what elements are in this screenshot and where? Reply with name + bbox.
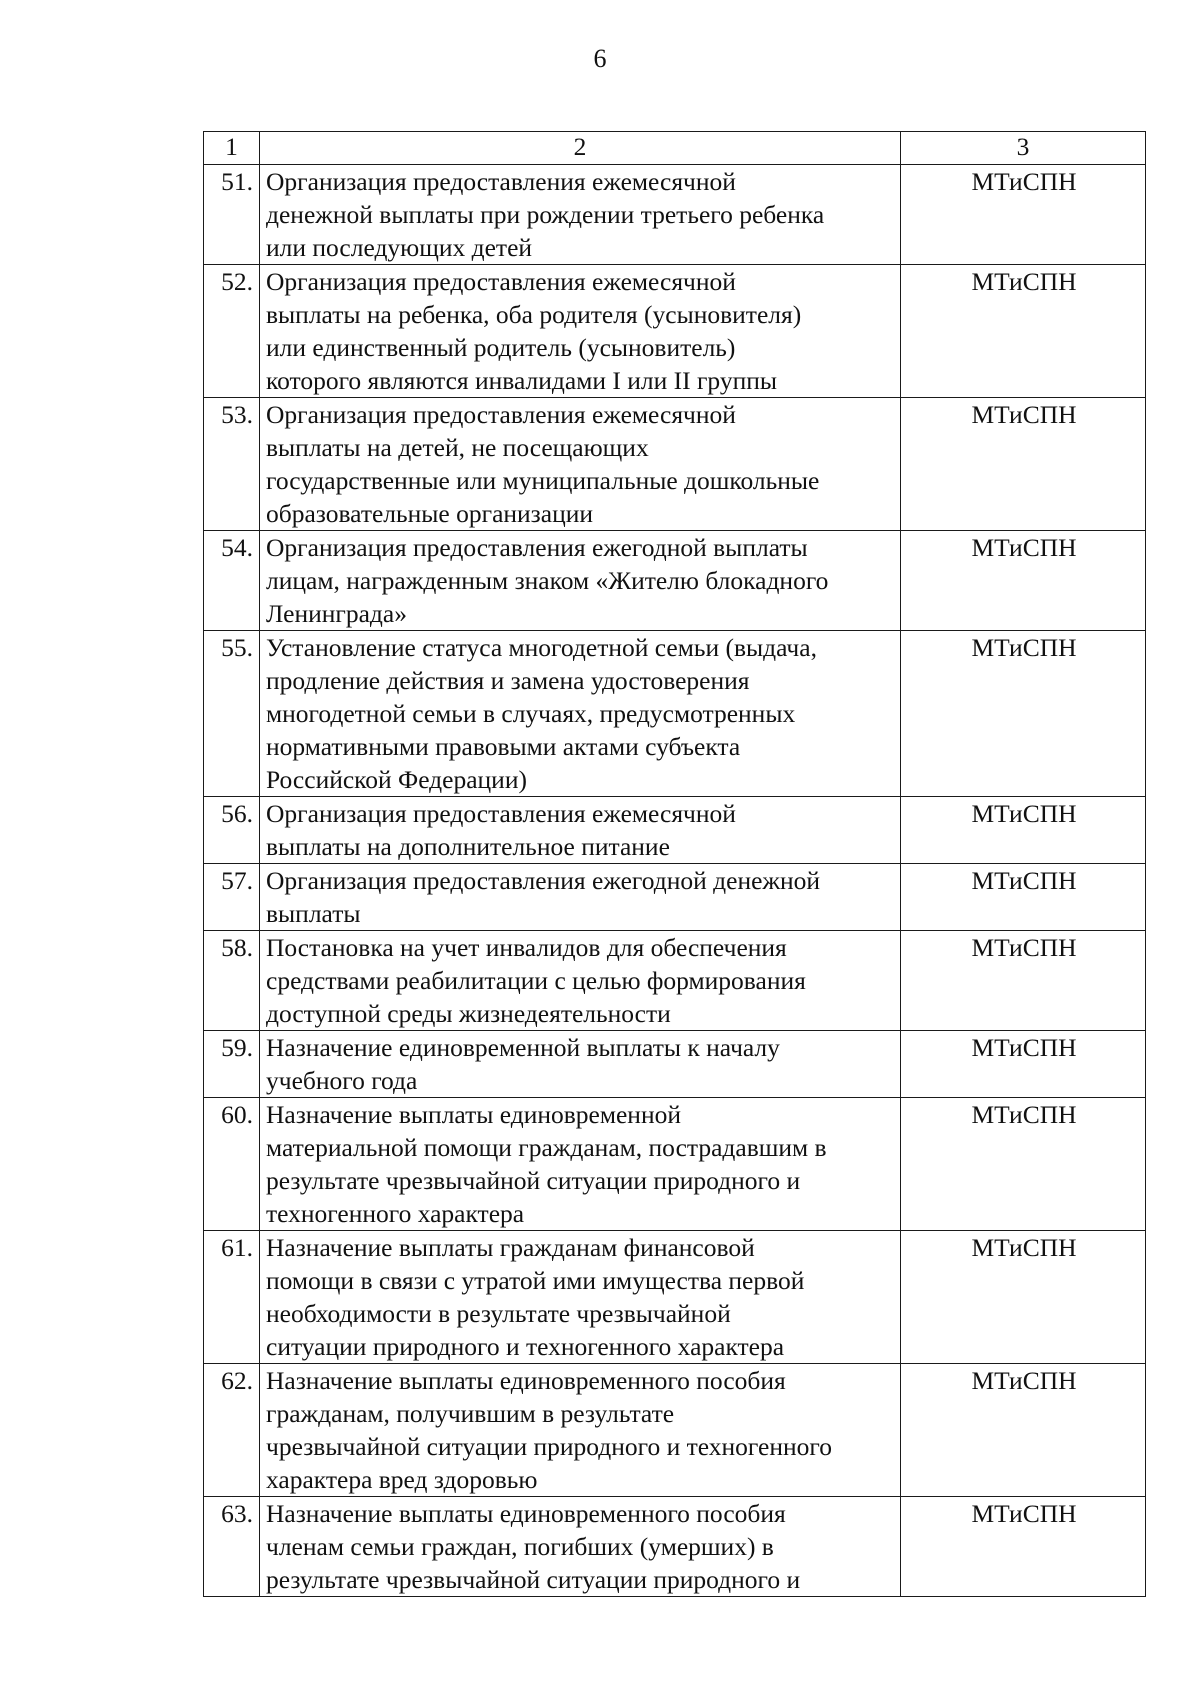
description-line: Назначение выплаты единовременного пособия [266, 1499, 786, 1528]
row-organization: МТиСПН [901, 1497, 1146, 1597]
row-organization: МТиСПН [901, 398, 1146, 531]
services-table [203, 131, 1146, 1597]
description-line: членам семьи граждан, погибших (умерших) в [266, 1532, 774, 1561]
row-description [260, 398, 901, 531]
description-line: доступной среды жизнедеятельности [266, 999, 671, 1028]
table-row [204, 265, 1146, 398]
table-row [204, 1497, 1146, 1597]
row-organization: МТиСПН [901, 531, 1146, 631]
row-description [260, 1231, 901, 1364]
description-line: денежной выплаты при рождении третьего ребенка [266, 200, 825, 229]
row-description [260, 1497, 901, 1597]
description-line: Организация предоставления ежегодной выплаты [266, 533, 808, 562]
description-line: помощи в связи с утратой ими имущества первой [266, 1266, 805, 1295]
row-organization: МТиСПН [901, 1231, 1146, 1364]
row-organization: МТиСПН [901, 864, 1146, 931]
table-row [204, 1098, 1146, 1231]
row-organization: МТиСПН [901, 265, 1146, 398]
description-line: результате чрезвычайной ситуации природного и [266, 1166, 801, 1195]
description-line: Назначение единовременной выплаты к началу [266, 1033, 780, 1062]
row-number: 57. [204, 864, 260, 931]
row-number: 62. [204, 1364, 260, 1497]
description-line: необходимости в результате чрезвычайной [266, 1299, 731, 1328]
description-line: государственные или муниципальные дошкольные [266, 466, 820, 495]
row-description [260, 931, 901, 1031]
row-description [260, 1364, 901, 1497]
description-line: выплаты на ребенка, оба родителя (усыновителя) [266, 300, 802, 329]
table-row [204, 165, 1146, 265]
description-line: Назначение выплаты гражданам финансовой [266, 1233, 755, 1262]
row-number: 53. [204, 398, 260, 531]
row-number: 56. [204, 797, 260, 864]
description-line: Организация предоставления ежемесячной [266, 267, 736, 296]
row-number: 59. [204, 1031, 260, 1098]
row-description [260, 797, 901, 864]
row-number: 63. [204, 1497, 260, 1597]
description-line: выплаты на дополнительное питание [266, 832, 670, 861]
row-description [260, 1031, 901, 1098]
row-description [260, 531, 901, 631]
table-row [204, 531, 1146, 631]
description-line: продление действия и замена удостоверения [266, 666, 750, 695]
description-line: ситуации природного и техногенного характера [266, 1332, 785, 1361]
page-number: 6 [593, 44, 607, 73]
description-line: лицам, награжденным знаком «Жителю блокадного [266, 566, 829, 595]
table-row [204, 1031, 1146, 1098]
row-organization: МТиСПН [901, 631, 1146, 797]
description-line: Организация предоставления ежемесячной [266, 799, 736, 828]
description-line: которого являются инвалидами I или II группы [266, 366, 778, 395]
row-description [260, 265, 901, 398]
row-organization: МТиСПН [901, 797, 1146, 864]
row-description [260, 1098, 901, 1231]
description-line: Организация предоставления ежемесячной [266, 167, 736, 196]
row-organization: МТиСПН [901, 931, 1146, 1031]
table-row [204, 797, 1146, 864]
description-line: Постановка на учет инвалидов для обеспечения [266, 933, 787, 962]
description-line: материальной помощи гражданам, пострадавшим в [266, 1133, 827, 1162]
description-line: многодетной семьи в случаях, предусмотренных [266, 699, 796, 728]
description-line: Установление статуса многодетной семьи (выдача, [266, 633, 817, 662]
description-line: результате чрезвычайной ситуации природного и [266, 1565, 801, 1594]
description-line: Назначение выплаты единовременной [266, 1100, 681, 1129]
table-row [204, 398, 1146, 531]
header-col-number: 1 [204, 132, 260, 165]
row-description [260, 864, 901, 931]
description-line: образовательные организации [266, 499, 594, 528]
table-row [204, 1364, 1146, 1497]
description-line: Организация предоставления ежемесячной [266, 400, 736, 429]
table-header-row [204, 132, 1146, 165]
description-line: средствами реабилитации с целью формирования [266, 966, 806, 995]
description-line: техногенного характера [266, 1199, 525, 1228]
table-row [204, 864, 1146, 931]
description-line: гражданам, получившим в результате [266, 1399, 675, 1428]
description-line: учебного года [266, 1066, 418, 1095]
description-line: или последующих детей [266, 233, 533, 262]
description-line: выплаты на детей, не посещающих [266, 433, 649, 462]
row-number: 54. [204, 531, 260, 631]
row-organization: МТиСПН [901, 165, 1146, 265]
description-line: характера вред здоровью [266, 1465, 538, 1494]
description-line: или единственный родитель (усыновитель) [266, 333, 736, 362]
description-line: выплаты [266, 899, 361, 928]
row-description [260, 631, 901, 797]
table-row [204, 631, 1146, 797]
description-line: Ленинграда» [266, 599, 407, 628]
row-number: 61. [204, 1231, 260, 1364]
description-line: чрезвычайной ситуации природного и техногенного [266, 1432, 832, 1461]
header-col-description: 2 [260, 132, 901, 165]
header-col-organization: 3 [901, 132, 1146, 165]
row-number: 51. [204, 165, 260, 265]
row-number: 55. [204, 631, 260, 797]
row-number: 60. [204, 1098, 260, 1231]
row-organization: МТиСПН [901, 1364, 1146, 1497]
table-row [204, 1231, 1146, 1364]
description-line: Организация предоставления ежегодной денежной [266, 866, 821, 895]
row-description [260, 165, 901, 265]
table-row [204, 931, 1146, 1031]
description-line: нормативными правовыми актами субъекта [266, 732, 741, 761]
description-line: Назначение выплаты единовременного пособия [266, 1366, 786, 1395]
row-organization: МТиСПН [901, 1098, 1146, 1231]
row-organization: МТиСПН [901, 1031, 1146, 1098]
description-line: Российской Федерации) [266, 765, 527, 794]
row-number: 52. [204, 265, 260, 398]
row-number: 58. [204, 931, 260, 1031]
